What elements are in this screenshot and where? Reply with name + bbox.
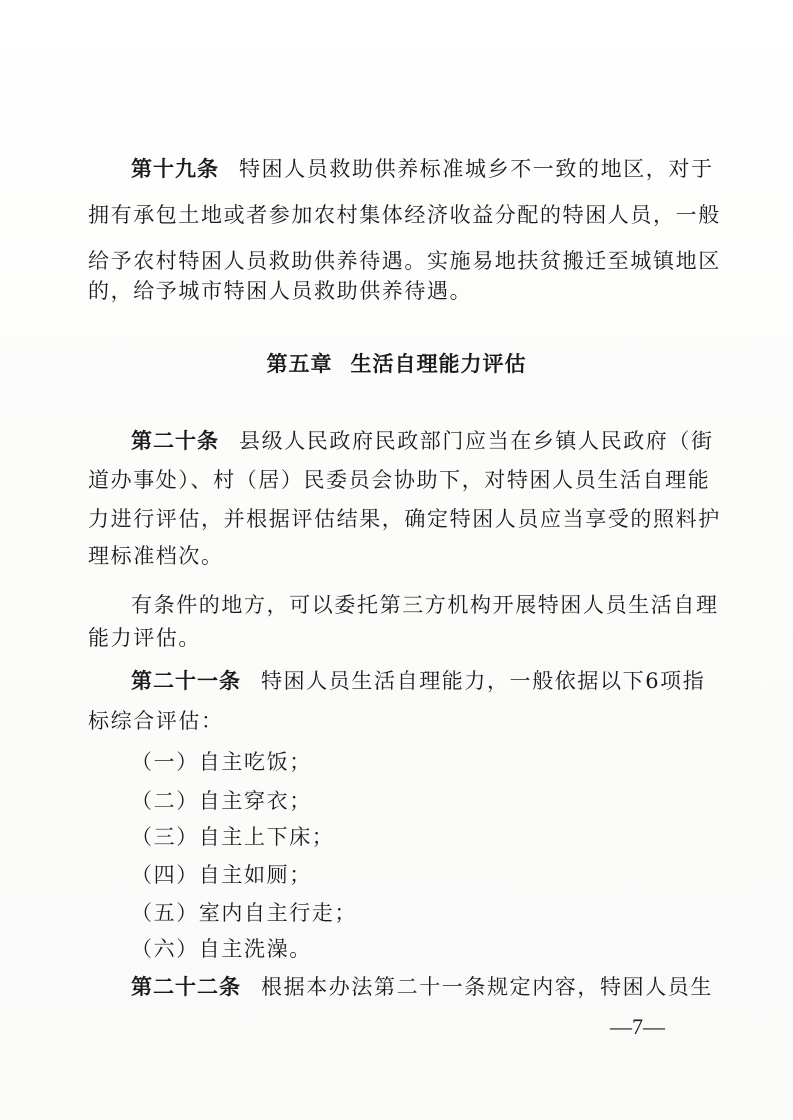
article-20-label: 第二十条 bbox=[131, 429, 219, 453]
article-22-line-1 bbox=[131, 972, 751, 1002]
article-19-line-2: 拥有承包土地或者参加农村集体经济收益分配的特困人员，一般 bbox=[88, 203, 721, 227]
article-21-label: 第二十一条 bbox=[131, 669, 241, 693]
article-19-label: 第十九条 bbox=[131, 157, 219, 181]
paragraph-conditional-line-1: 有条件的地方，可以委托第三方机构开展特困人员生活自理 bbox=[131, 593, 719, 617]
article-22-label: 第二十二条 bbox=[131, 975, 241, 999]
list-item: （二）自主穿衣； bbox=[131, 789, 312, 813]
page-number: —7— bbox=[610, 1014, 665, 1039]
article-21-text: 特困人员生活自理能力，一般依据以下6项指 bbox=[261, 669, 706, 693]
chapter-heading bbox=[0, 349, 793, 379]
article-20-text: 县级人民政府民政部门应当在乡镇人民政府（街 bbox=[239, 429, 714, 453]
article-19-text: 特困人员救助供养标准城乡不一致的地区，对于 bbox=[239, 157, 714, 181]
article-20-line-2: 道办事处）、村（居）民委员会协助下，对特困人员生活自理能 bbox=[88, 468, 711, 492]
list-item: （一）自主吃饭； bbox=[131, 750, 312, 774]
chapter-title: 生活自理能力评估 bbox=[350, 352, 527, 376]
chapter-number: 第五章 bbox=[266, 352, 333, 376]
article-21-line-2: 标综合评估： bbox=[88, 709, 224, 733]
article-22-text: 根据本办法第二十一条规定内容，特困人员生 bbox=[261, 975, 713, 999]
article-20-line-4: 理标准档次。 bbox=[88, 544, 224, 568]
paragraph-conditional-line-2: 能力评估。 bbox=[88, 626, 201, 650]
article-20-line-1 bbox=[131, 426, 751, 456]
list-item: （六）自主洗澡。 bbox=[131, 937, 312, 961]
list-item: （四）自主如厕； bbox=[131, 863, 312, 887]
list-item: （三）自主上下床； bbox=[131, 825, 335, 849]
article-19-line-4: 的，给予城市特困人员救助供养待遇。 bbox=[88, 279, 473, 303]
article-21-line-1 bbox=[131, 666, 751, 696]
article-19-line-1 bbox=[131, 154, 751, 184]
list-item: （五）室内自主行走； bbox=[131, 901, 357, 925]
article-20-line-3: 力进行评估，并根据评估结果，确定特困人员应当享受的照料护 bbox=[88, 507, 721, 531]
article-19-line-3: 给予农村特困人员救助供养待遇。实施易地扶贫搬迁至城镇地区 bbox=[88, 249, 721, 273]
